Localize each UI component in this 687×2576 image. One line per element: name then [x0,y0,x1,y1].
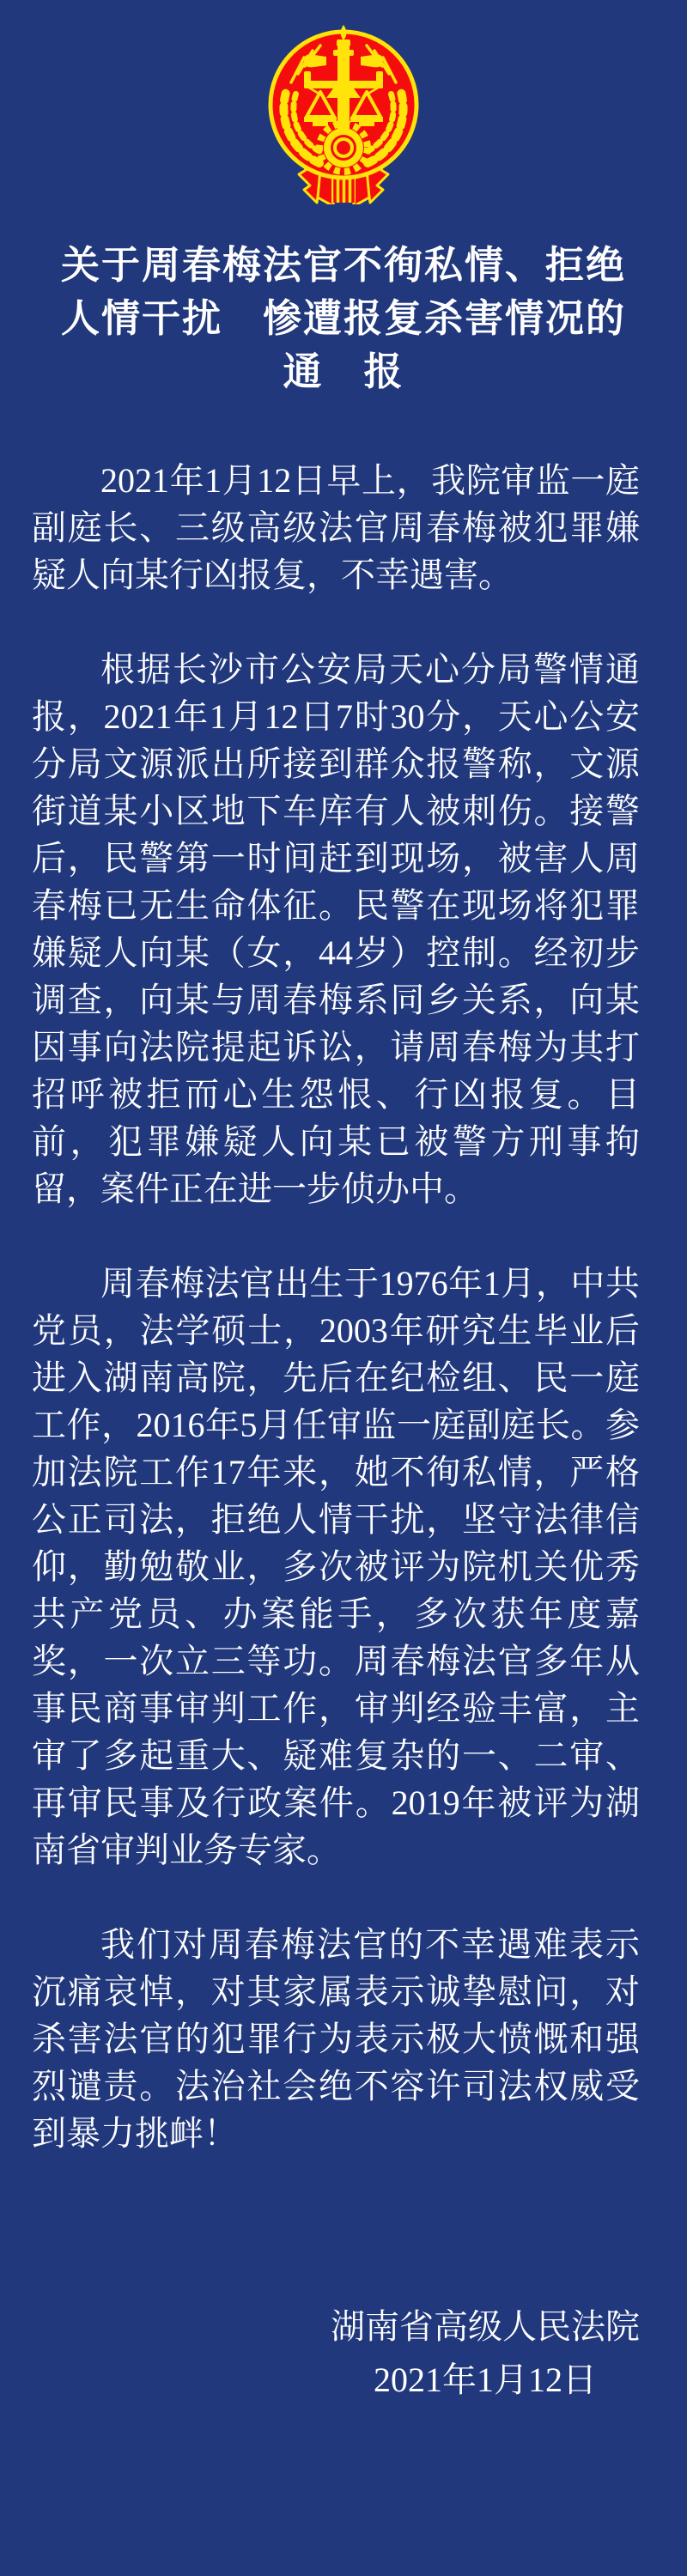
court-emblem-icon [268,19,419,204]
signature-block [0,2307,687,2399]
title-line-3: 通 报 [283,350,404,393]
title-line-2: 人情干扰 惨遭报复杀害情况的 [60,297,626,340]
signature-org: 湖南省高级人民法院 [331,2307,640,2346]
paragraph-police-report: 根据长沙市公安局天心分局警情通报，2021年1月12日7时30分，天心公安分局文源派出所接到群众报警称，文源街道某小区地下车库有人被刺伤。接警后，民警第一时间赶到现场，被害人周春梅已无生命体征。民警在现场将犯罪嫌疑人向某（女，44岁）控制。经初步调查，向某与周春梅系同乡关系，向某因事向法院提起诉讼，请周春梅为其打招呼被拒而心生怨恨、行凶报复。目前，犯罪嫌疑人向某已被警方刑事拘留，案件正在进一步侦办中。 [32,650,640,1208]
paragraph-condolence: 我们对周春梅法官的不幸遇难表示沉痛哀悼，对其家属表示诚挚慰问，对杀害法官的犯罪行为表示极大愤慨和强烈谴责。法治社会绝不容许司法权威受到暴力挑衅！ [32,1925,640,2153]
paragraph-biography: 周春梅法官出生于1976年1月，中共党员，法学硕士，2003年研究生毕业后进入湖南高院，先后在纪检组、民一庭工作，2016年5月任审监一庭副庭长。参加法院工作17年来，她不徇私情，严格公正司法，拒绝人情干扰，坚守法律信仰，勤勉敬业，多次被评为院机关优秀共产党员、办案能手，多次获年度嘉奖，一次立三等功。周春梅法官多年从事民商事审判工作，审判经验丰富，主审了多起重大、疑难复杂的一、二审、再审民事及行政案件。2019年被评为湖南省审判业务专家。 [32,1264,640,1869]
paragraph-incident: 2021年1月12日早上，我院审监一庭副庭长、三级高级法官周春梅被犯罪嫌疑人向某行凶报复，不幸遇害。 [32,461,640,594]
title-line-1: 关于周春梅法官不徇私情、拒绝 [60,244,626,287]
signature-date: 2021年1月12日 [374,2360,597,2399]
page-title [24,239,663,398]
announcement-body [0,457,687,2157]
